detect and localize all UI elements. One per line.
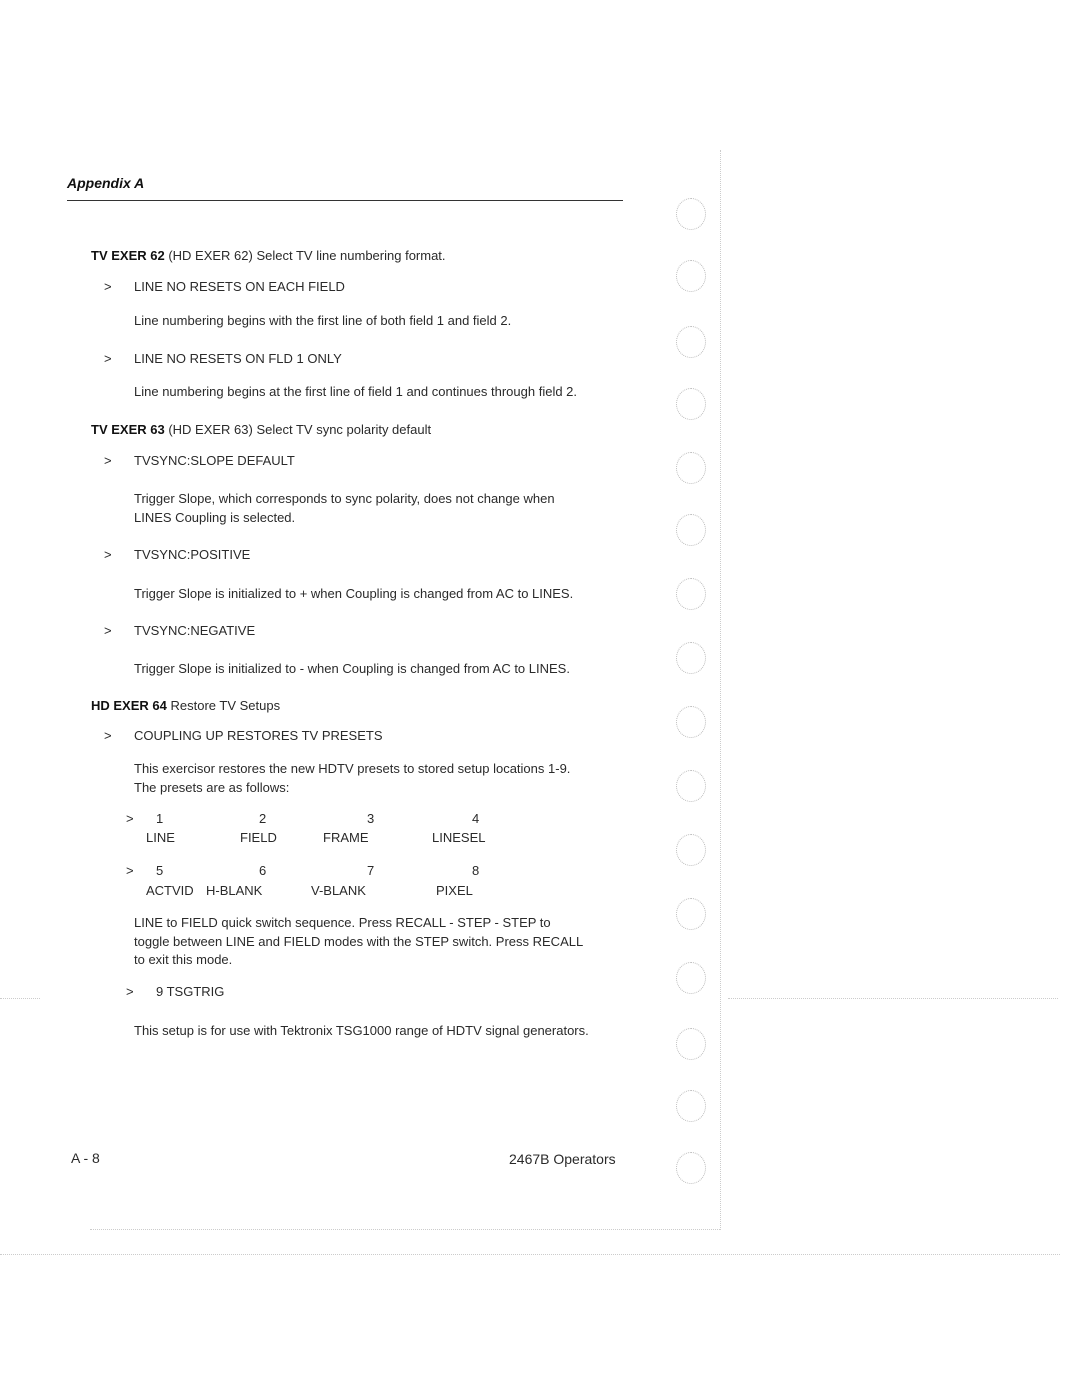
scan-edge (0, 1254, 1060, 1256)
exer63-option-3: TVSYNC:NEGATIVE (134, 623, 256, 638)
exer63-option-1-desc-line1: Trigger Slope, which corresponds to sync polarity, does not change when (134, 491, 555, 506)
exer63-option-2: TVSYNC:POSITIVE (134, 547, 251, 562)
exer62-heading (91, 248, 446, 263)
exer62-option-1-desc: Line numbering begins with the first line of both field 1 and field 2. (134, 313, 512, 328)
exer63-heading (91, 422, 431, 437)
exer64-option-9-desc: This setup is for use with Tektronix TSG1000 range of HDTV signal generators. (134, 1023, 589, 1038)
binder-hole (676, 706, 706, 738)
header-rule (67, 200, 623, 201)
exer64-desc: Restore TV Setups (170, 698, 281, 713)
page-title: Appendix A (67, 175, 145, 191)
binder-hole (676, 198, 706, 230)
exer62-desc: (HD EXER 62) Select TV line numbering format. (168, 248, 446, 263)
marker: > (126, 811, 134, 826)
exer62-option-1: LINE NO RESETS ON EACH FIELD (134, 279, 345, 294)
binder-hole (676, 1090, 706, 1122)
exer62-label: TV EXER 62 (91, 248, 165, 263)
scan-edge (720, 150, 722, 1230)
scan-edge (90, 1229, 720, 1231)
marker: > (104, 547, 112, 562)
marker: > (126, 984, 134, 999)
binder-hole (676, 898, 706, 930)
exer64-option-9: 9 TSGTRIG (156, 984, 225, 999)
preset-number: 3 (367, 811, 375, 826)
preset-label: PIXEL (436, 883, 473, 898)
preset-number: 1 (156, 811, 164, 826)
binder-hole (676, 834, 706, 866)
binder-hole (676, 452, 706, 484)
exer63-desc: (HD EXER 63) Select TV sync polarity default (168, 422, 432, 437)
switch-desc-line1: LINE to FIELD quick switch sequence. Press RECALL - STEP - STEP to (134, 915, 551, 930)
exer64-option-1: COUPLING UP RESTORES TV PRESETS (134, 728, 383, 743)
binder-hole (676, 1152, 706, 1184)
preset-number: 6 (259, 863, 267, 878)
marker: > (104, 728, 112, 743)
marker: > (104, 623, 112, 638)
preset-number: 4 (472, 811, 480, 826)
binder-hole (676, 962, 706, 994)
marker: > (104, 351, 112, 366)
scan-edge (0, 998, 40, 1000)
binder-hole (676, 578, 706, 610)
marker: > (104, 279, 112, 294)
preset-label: FIELD (240, 830, 277, 845)
binder-hole (676, 388, 706, 420)
exer63-option-1: TVSYNC:SLOPE DEFAULT (134, 453, 295, 468)
preset-label: V-BLANK (311, 883, 366, 898)
preset-number: 5 (156, 863, 164, 878)
preset-label: H-BLANK (206, 883, 263, 898)
exer64-desc-line2: The presets are as follows: (134, 780, 290, 795)
binder-hole (676, 1028, 706, 1060)
preset-label: ACTVID (146, 883, 194, 898)
exer62-option-2-desc: Line numbering begins at the first line of field 1 and continues through field 2. (134, 384, 578, 399)
preset-label: FRAME (323, 830, 369, 845)
exer63-option-2-desc: Trigger Slope is initialized to + when Coupling is changed from AC to LINES. (134, 586, 574, 601)
exer63-option-3-desc: Trigger Slope is initialized to - when Coupling is changed from AC to LINES. (134, 661, 570, 676)
exer63-label: TV EXER 63 (91, 422, 165, 437)
exer62-option-2: LINE NO RESETS ON FLD 1 ONLY (134, 351, 342, 366)
preset-number: 8 (472, 863, 480, 878)
binder-hole (676, 326, 706, 358)
binder-hole (676, 642, 706, 674)
preset-number: 2 (259, 811, 267, 826)
binder-hole (676, 260, 706, 292)
preset-number: 7 (367, 863, 375, 878)
preset-label: LINESEL (432, 830, 486, 845)
exer64-desc-line1: This exercisor restores the new HDTV presets to stored setup locations 1-9. (134, 761, 571, 776)
switch-desc-line2: toggle between LINE and FIELD modes with the STEP switch. Press RECALL (134, 934, 584, 949)
binder-hole (676, 514, 706, 546)
marker: > (104, 453, 112, 468)
switch-desc-line3: to exit this mode. (134, 952, 233, 967)
marker: > (126, 863, 134, 878)
exer63-option-1-desc-line2: LINES Coupling is selected. (134, 510, 296, 525)
binder-hole (676, 770, 706, 802)
page-number: A - 8 (71, 1150, 100, 1166)
exer64-label: HD EXER 64 (91, 698, 167, 713)
preset-label: LINE (146, 830, 175, 845)
scan-edge (728, 998, 1058, 1000)
exer64-heading (91, 698, 280, 713)
manual-name: 2467B Operators (509, 1151, 616, 1167)
